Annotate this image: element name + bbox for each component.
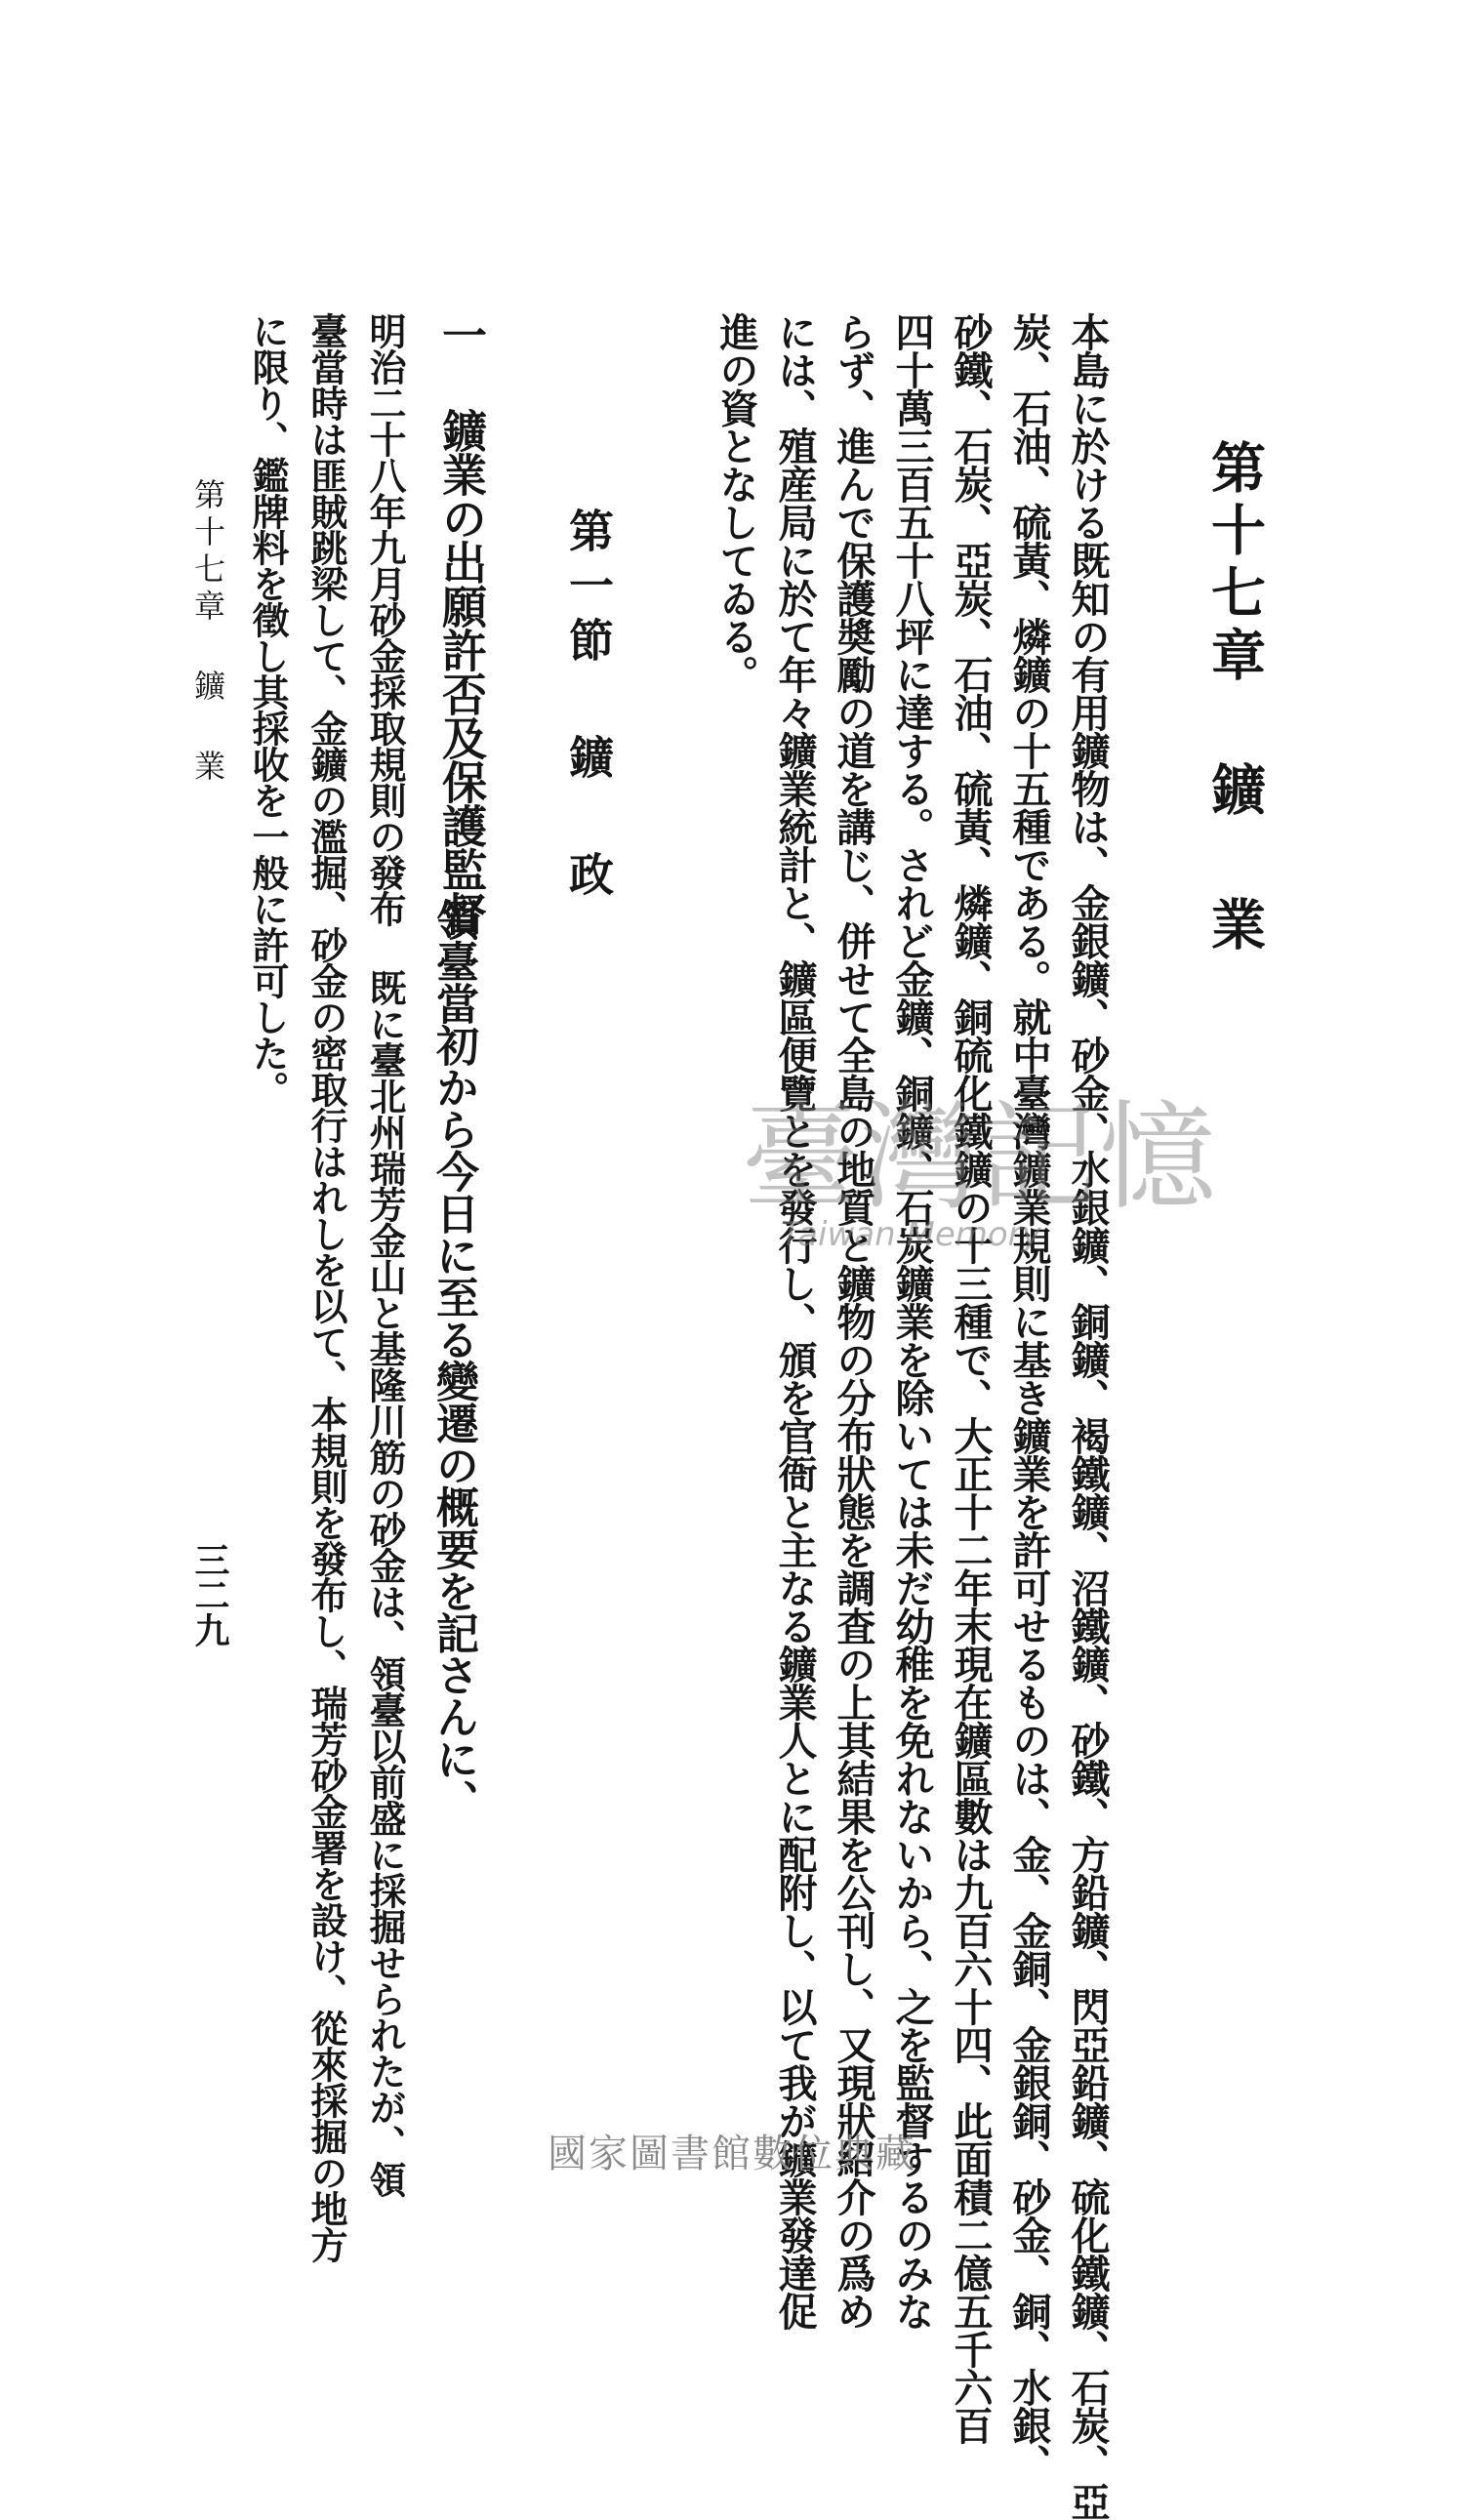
bottom-watermark: 國家圖書館數位典藏 (548, 2132, 916, 2176)
intro-column-6: には、殖産局に於て年々鑛業統計と、鑛區便覽とを發行し、頒を官衙と主なる鑛業人とに配附し、以て我が鑛業發達促 (772, 312, 818, 2330)
intro-column-4: 四十萬三百五十八坪に達する。されど金鑛、銅鑛、石炭鑛業を除いては未だ幼稚を免れないから、之を監督するのみな (889, 312, 935, 2330)
section-heading: 第一節 鑛 政 (562, 508, 615, 906)
intro-column-1: 本島に於ける既知の有用鑛物は、金銀鑛、砂金、水銀鑛、銅鑛、褐鐵鑛、沼鐵鑛、砂鐵、方鉛鑛、閃亞鉛鑛、硫化鐵鑛、石炭、亞 (1065, 312, 1111, 2520)
intro-column-3: 砂鐵、石炭、亞炭、石油、硫黃、燐鑛、銅硫化鐵鑛の十三種で、大正十二年末現在鑛區數は九百六十四、此面積二億五千六百 (948, 312, 994, 2444)
running-title: 第十七章 鑛 業 (189, 478, 226, 787)
intro-column-2: 炭、石油、硫黃、燐鑛の十五種である。就中臺灣鑛業規則に基き鑛業を許可せるものは、金、金銅、金銀銅、砂金、銅、水銀、 (1006, 312, 1052, 2482)
intro-column-5: らず、進んで保護奬勵の道を講じ、併せて全島の地質と鑛物の分布狀態を調査の上其結果を公刊し、又現狀紹介の爲め (831, 312, 876, 2330)
subsection-lead: 領臺當初から今日に至る變遷の概要を記さんに、 (428, 898, 478, 1821)
chapter-title: 第十七章 鑛 業 (1202, 439, 1267, 958)
page-number: 三二九 (189, 1542, 230, 1647)
subsection-heading: 一 鑛業の出願許否及保護監督 (435, 312, 488, 935)
subsection-column-3: に限り、鑑牌料を徵し其採收を一般に許可した。 (246, 312, 290, 1107)
intro-column-7: 進の資となしてゐる。 (713, 312, 759, 693)
subsection-column-2: 臺當時は匪賊跳梁して、金鑛の濫掘、砂金の密取行はれしを以て、本規則を發布し、瑞芳砂金署を設け、從來採掘の地方 (305, 312, 348, 2262)
subsection-column-1: 明治二十八年九月砂金採取規則の發布 既に臺北州瑞芳金山と基隆川筋の砂金は、領臺以前盛に採掘せられたが、領 (363, 312, 407, 2197)
watermark-logo-subtext: Taiwan Memory (781, 1215, 1041, 1254)
watermark-logo: 臺灣記憶 (742, 1090, 1218, 1226)
